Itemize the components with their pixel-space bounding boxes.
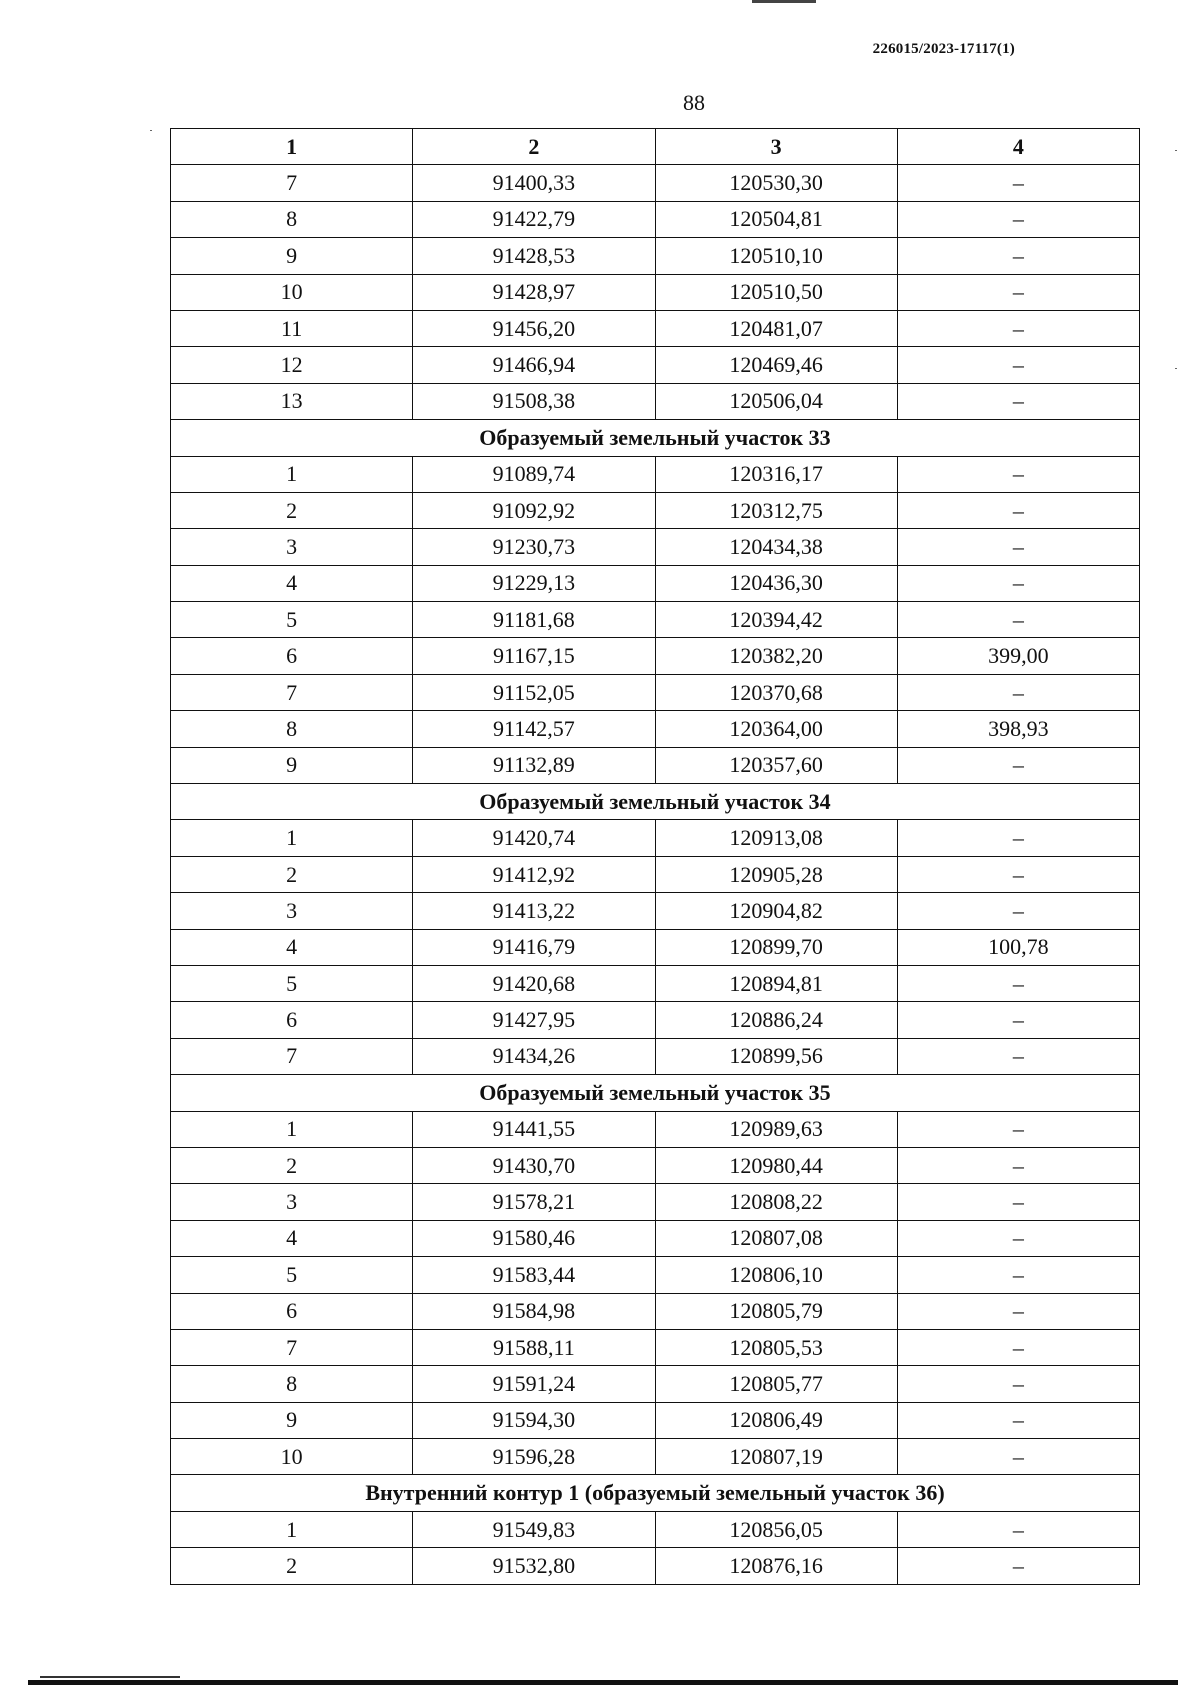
y-coordinate-cell: 120394,42 xyxy=(655,602,897,638)
point-number-cell: 11 xyxy=(171,310,413,346)
y-coordinate-cell: 120481,07 xyxy=(655,310,897,346)
y-coordinate-cell: 120504,81 xyxy=(655,201,897,237)
y-coordinate-cell: 120370,68 xyxy=(655,674,897,710)
x-coordinate-cell: 91441,55 xyxy=(413,1111,655,1147)
table-row xyxy=(171,529,1140,565)
table-row xyxy=(171,747,1140,783)
length-cell: – xyxy=(897,1329,1139,1365)
x-coordinate-cell: 91596,28 xyxy=(413,1439,655,1475)
x-coordinate-cell: 91229,13 xyxy=(413,565,655,601)
section-row xyxy=(171,420,1140,456)
table-row xyxy=(171,711,1140,747)
table-row xyxy=(171,310,1140,346)
table-row xyxy=(171,201,1140,237)
length-cell: 398,93 xyxy=(897,711,1139,747)
section-title: Образуемый земельный участок 33 xyxy=(171,420,1140,456)
point-number-cell: 9 xyxy=(171,238,413,274)
scan-edge-bottom xyxy=(28,1680,1178,1685)
y-coordinate-cell: 120894,81 xyxy=(655,965,897,1001)
x-coordinate-cell: 91400,33 xyxy=(413,165,655,201)
y-coordinate-cell: 120876,16 xyxy=(655,1548,897,1584)
y-coordinate-cell: 120316,17 xyxy=(655,456,897,492)
x-coordinate-cell: 91588,11 xyxy=(413,1329,655,1365)
table-row xyxy=(171,820,1140,856)
x-coordinate-cell: 91420,74 xyxy=(413,820,655,856)
y-coordinate-cell: 120510,10 xyxy=(655,238,897,274)
point-number-cell: 6 xyxy=(171,1002,413,1038)
section-title: Образуемый земельный участок 34 xyxy=(171,784,1140,820)
table-row xyxy=(171,1402,1140,1438)
column-header: 3 xyxy=(655,129,897,165)
x-coordinate-cell: 91584,98 xyxy=(413,1293,655,1329)
y-coordinate-cell: 120364,00 xyxy=(655,711,897,747)
table-row xyxy=(171,1293,1140,1329)
length-cell: – xyxy=(897,529,1139,565)
table-row xyxy=(171,565,1140,601)
length-cell: – xyxy=(897,674,1139,710)
length-cell: – xyxy=(897,1184,1139,1220)
y-coordinate-cell: 120436,30 xyxy=(655,565,897,601)
y-coordinate-cell: 120807,19 xyxy=(655,1439,897,1475)
point-number-cell: 5 xyxy=(171,1257,413,1293)
length-cell: – xyxy=(897,1439,1139,1475)
y-coordinate-cell: 120807,08 xyxy=(655,1220,897,1256)
x-coordinate-cell: 91413,22 xyxy=(413,893,655,929)
column-header: 1 xyxy=(171,129,413,165)
x-coordinate-cell: 91591,24 xyxy=(413,1366,655,1402)
x-coordinate-cell: 91152,05 xyxy=(413,674,655,710)
length-cell: – xyxy=(897,965,1139,1001)
section-title: Образуемый земельный участок 35 xyxy=(171,1075,1140,1111)
page-number: 88 xyxy=(683,90,705,115)
length-cell: – xyxy=(897,1147,1139,1183)
table-row xyxy=(171,1220,1140,1256)
y-coordinate-cell: 120899,70 xyxy=(655,929,897,965)
table-row xyxy=(171,492,1140,528)
point-number-cell: 7 xyxy=(171,165,413,201)
table-row xyxy=(171,1257,1140,1293)
y-coordinate-cell: 120904,82 xyxy=(655,893,897,929)
length-cell: – xyxy=(897,274,1139,310)
x-coordinate-cell: 91142,57 xyxy=(413,711,655,747)
y-coordinate-cell: 120980,44 xyxy=(655,1147,897,1183)
x-coordinate-cell: 91422,79 xyxy=(413,201,655,237)
length-cell: – xyxy=(897,1220,1139,1256)
length-cell: – xyxy=(897,1548,1139,1584)
x-coordinate-cell: 91420,68 xyxy=(413,965,655,1001)
y-coordinate-cell: 120856,05 xyxy=(655,1511,897,1547)
length-cell: – xyxy=(897,1002,1139,1038)
point-number-cell: 4 xyxy=(171,565,413,601)
x-coordinate-cell: 91412,92 xyxy=(413,856,655,892)
x-coordinate-cell: 91532,80 xyxy=(413,1548,655,1584)
y-coordinate-cell: 120510,50 xyxy=(655,274,897,310)
length-cell: – xyxy=(897,820,1139,856)
document-code: 226015/2023-17117(1) xyxy=(872,41,1015,57)
table-row xyxy=(171,929,1140,965)
y-coordinate-cell: 120806,10 xyxy=(655,1257,897,1293)
point-number-cell: 8 xyxy=(171,711,413,747)
length-cell: – xyxy=(897,1402,1139,1438)
scan-dot xyxy=(1175,150,1177,151)
table-row xyxy=(171,856,1140,892)
point-number-cell: 13 xyxy=(171,383,413,419)
length-cell: – xyxy=(897,310,1139,346)
section-row xyxy=(171,1075,1140,1111)
length-cell: – xyxy=(897,238,1139,274)
length-cell: – xyxy=(897,1511,1139,1547)
length-cell: – xyxy=(897,747,1139,783)
x-coordinate-cell: 91508,38 xyxy=(413,383,655,419)
point-number-cell: 7 xyxy=(171,1038,413,1074)
y-coordinate-cell: 120905,28 xyxy=(655,856,897,892)
point-number-cell: 10 xyxy=(171,1439,413,1475)
point-number-cell: 8 xyxy=(171,201,413,237)
x-coordinate-cell: 91427,95 xyxy=(413,1002,655,1038)
table-row xyxy=(171,1002,1140,1038)
point-number-cell: 6 xyxy=(171,1293,413,1329)
column-header: 2 xyxy=(413,129,655,165)
table-row xyxy=(171,1111,1140,1147)
length-cell: – xyxy=(897,1257,1139,1293)
length-cell: – xyxy=(897,1293,1139,1329)
x-coordinate-cell: 91580,46 xyxy=(413,1220,655,1256)
y-coordinate-cell: 120989,63 xyxy=(655,1111,897,1147)
x-coordinate-cell: 91549,83 xyxy=(413,1511,655,1547)
x-coordinate-cell: 91181,68 xyxy=(413,602,655,638)
point-number-cell: 2 xyxy=(171,1147,413,1183)
table-header-row xyxy=(171,129,1140,165)
y-coordinate-cell: 120808,22 xyxy=(655,1184,897,1220)
coordinates-table xyxy=(170,128,1140,1585)
point-number-cell: 2 xyxy=(171,492,413,528)
section-row xyxy=(171,1475,1140,1511)
point-number-cell: 7 xyxy=(171,674,413,710)
length-cell: – xyxy=(897,1038,1139,1074)
x-coordinate-cell: 91583,44 xyxy=(413,1257,655,1293)
table-row xyxy=(171,456,1140,492)
length-cell: – xyxy=(897,492,1139,528)
point-number-cell: 4 xyxy=(171,1220,413,1256)
table-row xyxy=(171,674,1140,710)
length-cell: 399,00 xyxy=(897,638,1139,674)
x-coordinate-cell: 91430,70 xyxy=(413,1147,655,1183)
y-coordinate-cell: 120530,30 xyxy=(655,165,897,201)
x-coordinate-cell: 91132,89 xyxy=(413,747,655,783)
table-row xyxy=(171,1184,1140,1220)
length-cell: – xyxy=(897,201,1139,237)
point-number-cell: 2 xyxy=(171,856,413,892)
point-number-cell: 4 xyxy=(171,929,413,965)
point-number-cell: 1 xyxy=(171,1511,413,1547)
point-number-cell: 5 xyxy=(171,602,413,638)
point-number-cell: 3 xyxy=(171,893,413,929)
length-cell: – xyxy=(897,1366,1139,1402)
x-coordinate-cell: 91230,73 xyxy=(413,529,655,565)
y-coordinate-cell: 120886,24 xyxy=(655,1002,897,1038)
length-cell: – xyxy=(897,165,1139,201)
y-coordinate-cell: 120805,77 xyxy=(655,1366,897,1402)
table-row xyxy=(171,383,1140,419)
y-coordinate-cell: 120469,46 xyxy=(655,347,897,383)
scan-dot xyxy=(1175,368,1177,369)
x-coordinate-cell: 91416,79 xyxy=(413,929,655,965)
point-number-cell: 9 xyxy=(171,747,413,783)
x-coordinate-cell: 91456,20 xyxy=(413,310,655,346)
y-coordinate-cell: 120312,75 xyxy=(655,492,897,528)
x-coordinate-cell: 91466,94 xyxy=(413,347,655,383)
scan-edge-bottom-thin xyxy=(40,1676,180,1678)
point-number-cell: 8 xyxy=(171,1366,413,1402)
length-cell: 100,78 xyxy=(897,929,1139,965)
point-number-cell: 9 xyxy=(171,1402,413,1438)
point-number-cell: 10 xyxy=(171,274,413,310)
table-row xyxy=(171,165,1140,201)
table-row xyxy=(171,1511,1140,1547)
table-row xyxy=(171,638,1140,674)
table-row xyxy=(171,1439,1140,1475)
y-coordinate-cell: 120806,49 xyxy=(655,1402,897,1438)
length-cell: – xyxy=(897,347,1139,383)
length-cell: – xyxy=(897,565,1139,601)
point-number-cell: 5 xyxy=(171,965,413,1001)
table-row xyxy=(171,1548,1140,1584)
table-row xyxy=(171,1329,1140,1365)
y-coordinate-cell: 120913,08 xyxy=(655,820,897,856)
x-coordinate-cell: 91167,15 xyxy=(413,638,655,674)
x-coordinate-cell: 91092,92 xyxy=(413,492,655,528)
x-coordinate-cell: 91428,53 xyxy=(413,238,655,274)
x-coordinate-cell: 91089,74 xyxy=(413,456,655,492)
table-row xyxy=(171,1147,1140,1183)
coordinates-table-body xyxy=(171,129,1140,1585)
length-cell: – xyxy=(897,602,1139,638)
table-row xyxy=(171,274,1140,310)
table-row xyxy=(171,965,1140,1001)
x-coordinate-cell: 91428,97 xyxy=(413,274,655,310)
y-coordinate-cell: 120357,60 xyxy=(655,747,897,783)
section-row xyxy=(171,784,1140,820)
point-number-cell: 12 xyxy=(171,347,413,383)
table-row xyxy=(171,347,1140,383)
length-cell: – xyxy=(897,893,1139,929)
x-coordinate-cell: 91578,21 xyxy=(413,1184,655,1220)
x-coordinate-cell: 91434,26 xyxy=(413,1038,655,1074)
point-number-cell: 3 xyxy=(171,529,413,565)
table-row xyxy=(171,1038,1140,1074)
point-number-cell: 7 xyxy=(171,1329,413,1365)
table-row xyxy=(171,602,1140,638)
point-number-cell: 2 xyxy=(171,1548,413,1584)
y-coordinate-cell: 120382,20 xyxy=(655,638,897,674)
scan-dot xyxy=(150,130,152,131)
point-number-cell: 3 xyxy=(171,1184,413,1220)
table-row xyxy=(171,238,1140,274)
y-coordinate-cell: 120805,53 xyxy=(655,1329,897,1365)
scan-artifact-top xyxy=(752,0,816,3)
length-cell: – xyxy=(897,456,1139,492)
y-coordinate-cell: 120805,79 xyxy=(655,1293,897,1329)
section-title: Внутренний контур 1 (образуемый земельный участок 36) xyxy=(171,1475,1140,1511)
x-coordinate-cell: 91594,30 xyxy=(413,1402,655,1438)
length-cell: – xyxy=(897,856,1139,892)
y-coordinate-cell: 120506,04 xyxy=(655,383,897,419)
table-row xyxy=(171,1366,1140,1402)
table-row xyxy=(171,893,1140,929)
column-header: 4 xyxy=(897,129,1139,165)
y-coordinate-cell: 120899,56 xyxy=(655,1038,897,1074)
point-number-cell: 1 xyxy=(171,1111,413,1147)
length-cell: – xyxy=(897,1111,1139,1147)
y-coordinate-cell: 120434,38 xyxy=(655,529,897,565)
point-number-cell: 1 xyxy=(171,820,413,856)
point-number-cell: 1 xyxy=(171,456,413,492)
length-cell: – xyxy=(897,383,1139,419)
point-number-cell: 6 xyxy=(171,638,413,674)
